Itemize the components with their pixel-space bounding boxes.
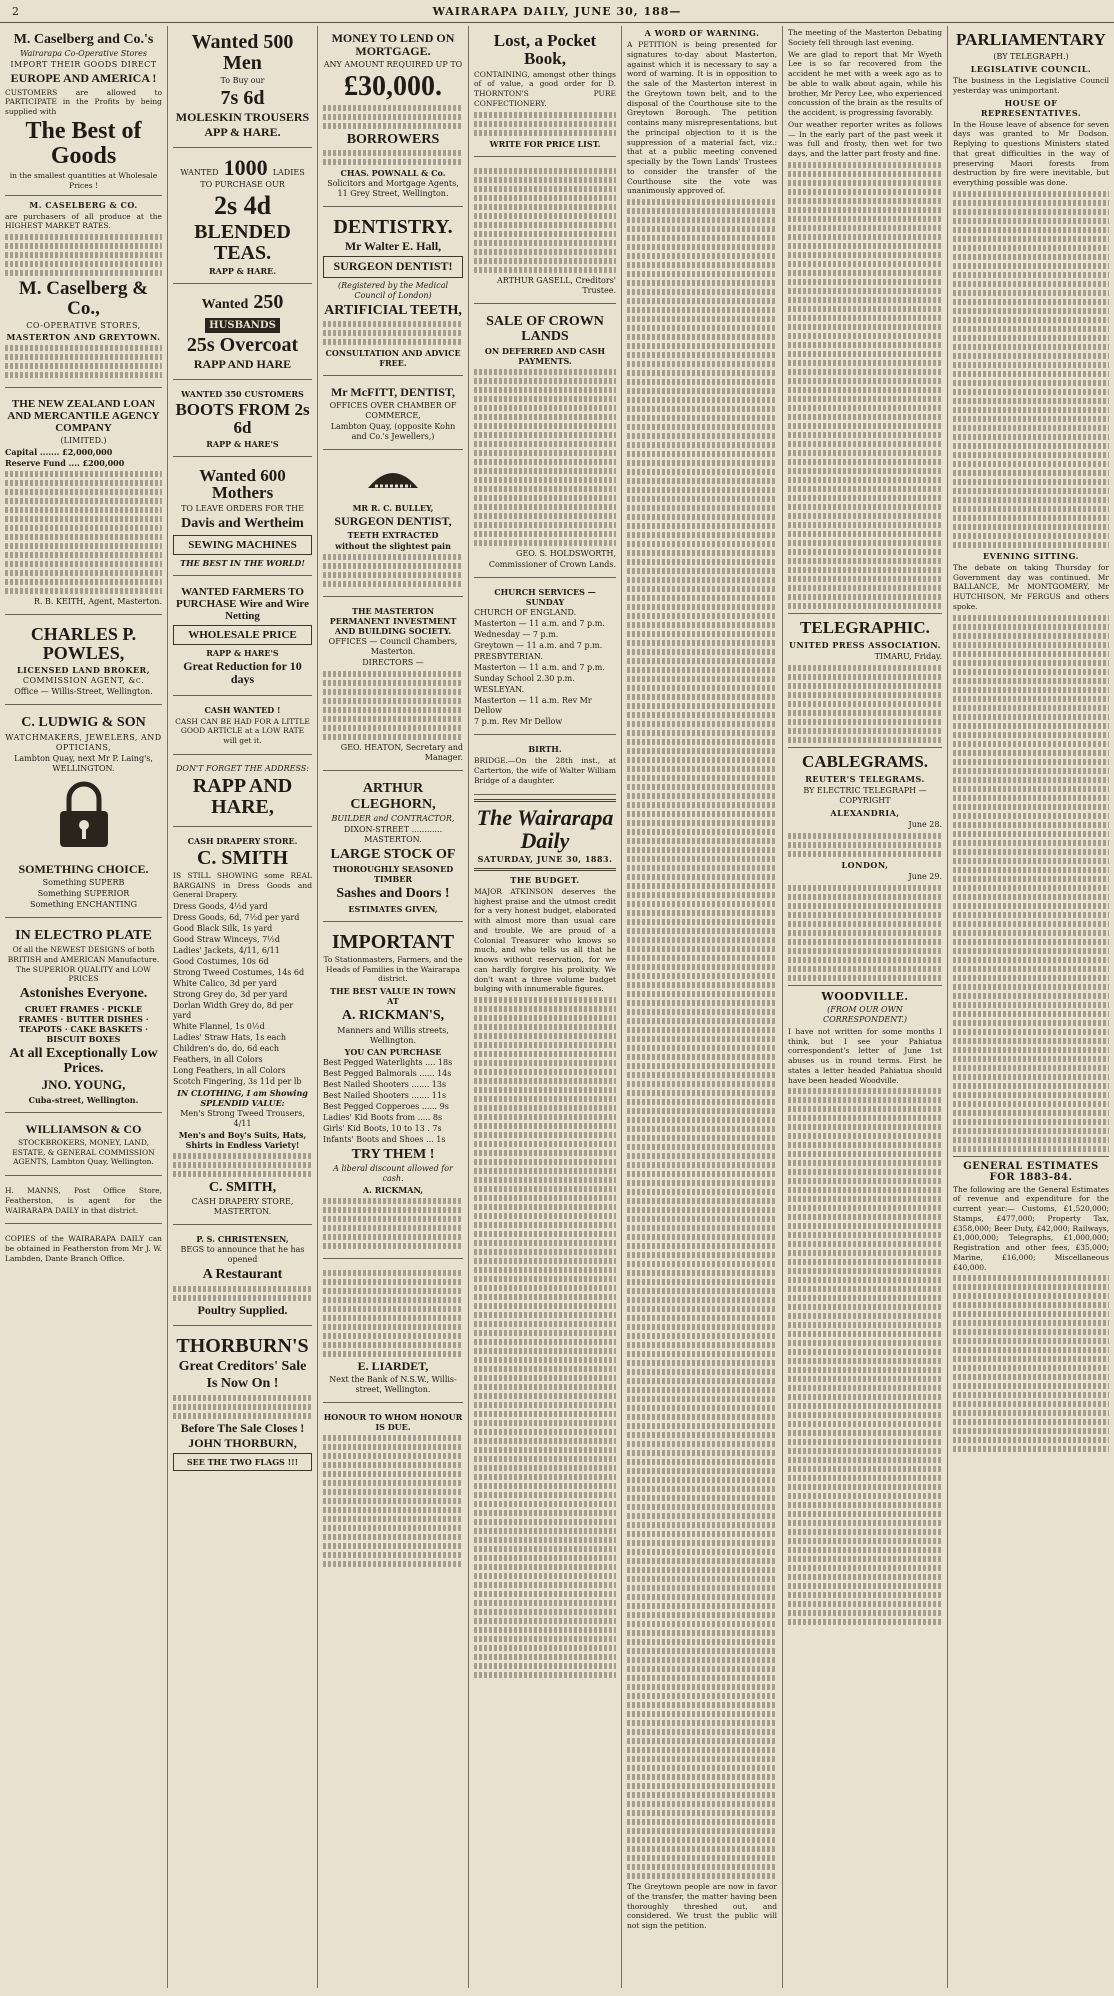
ad-line: LARGE STOCK OF	[330, 847, 456, 863]
ad-body: CASH CAN BE HAD FOR A LITTLE GOOD ARTICLE at a LOW RATE will get it.	[175, 716, 310, 746]
estimates-head: GENERAL ESTIMATES FOR 1883-84.	[963, 1160, 1099, 1183]
ad-title: M. CASELBERG & CO.	[29, 199, 138, 210]
lock-emblem-icon	[54, 781, 114, 851]
thorburn-ad	[173, 1330, 312, 1480]
ad-title: P. S. CHRISTENSEN,	[196, 1234, 289, 1245]
ad-address: Office — Willis-Street, Wellington.	[14, 687, 153, 697]
parliamentary-sub: (BY TELEGRAPH.)	[993, 52, 1069, 61]
price-list-item: Strong Grey do, 3d per yard	[173, 990, 288, 1000]
price-list-item: Dorlan Width Grey do, 8d per yard	[173, 1001, 294, 1021]
rapp-hare-overcoat-ad	[173, 288, 312, 380]
ad-tagline: SEE THE TWO FLAGS !!!	[173, 1453, 312, 1471]
ad-title: BIRTH.	[528, 744, 562, 755]
ad-address: CASH DRAPERY STORE, MASTERTON.	[191, 1197, 294, 1217]
service-item: 7 p.m. Rev Mr Dellow	[474, 717, 563, 727]
rapp-hare-wire-ad	[173, 580, 312, 696]
ad-title: CHARLES P. POWLES,	[30, 624, 137, 664]
ad-line: TO PURCHASE OUR	[200, 180, 285, 190]
ad-signature: A. RICKMAN,	[362, 1184, 424, 1195]
ad-line: A liberal discount allowed for cash.	[333, 1163, 453, 1183]
column-7	[948, 26, 1114, 1988]
bulley-ad	[323, 454, 463, 597]
ad-item: SEWING MACHINES	[173, 535, 312, 555]
ad-line: Men's and Boy's Suits, Hats, Shirts in Endless Variety!	[178, 1130, 307, 1151]
ad-who: Mr Walter E. Hall,	[344, 239, 442, 254]
ad-signature: GEO. HEATON, Secretary and Manager.	[340, 743, 463, 763]
ad-line: WHOLESALE PRICE	[173, 625, 312, 645]
estimates-body: The following are the General Estimates of revenue and expenditure for the current year:— Customs, £1,520,000; Stamps, £477,000; Property Tax, £358,000; Beer Duty, £42,000; Railways, £1,000,000; Telegraphs, £1,000,000; Registration and other fees, £35,000; Marine, £16,000; Miscellaneous £40,000.	[953, 1184, 1109, 1272]
ad-line: YOU CAN PURCHASE	[344, 1046, 442, 1057]
ad-title: CASH WANTED !	[204, 704, 281, 715]
creditors-notice	[474, 161, 616, 304]
ad-role: Commissioner of Crown Lands.	[488, 560, 616, 570]
column-3	[318, 26, 469, 1988]
article-body-end: The Greytown people are now in favor of the transfer, the matter having been thoroughly threshed out, and considered. We trust the public will not sign the petition.	[627, 1882, 777, 1930]
cable-date: June 29.	[908, 871, 942, 881]
ad-title: C. LUDWIG & SON	[21, 715, 146, 731]
mcfitt-ad	[323, 380, 463, 450]
ad-wanted: WANTED	[180, 168, 219, 178]
ad-item: A Restaurant	[202, 1267, 283, 1283]
ad-brand: Davis and Wertheim	[181, 516, 304, 532]
young-ad	[5, 922, 162, 1113]
ad-item: Sashes and Doors !	[336, 886, 450, 902]
ad-title: RAPP AND HARE,	[192, 774, 293, 818]
ad-title: C. SMITH	[196, 846, 289, 869]
column-2	[168, 26, 318, 1988]
ad-head: CASH DRAPERY STORE.	[187, 835, 298, 846]
ad-tagline: Great Reduction for 10 days	[183, 659, 302, 687]
ad-subtitle: OFFICES OVER CHAMBER OF COMMERCE,	[329, 401, 457, 421]
ad-title: WANTED FARMERS TO PURCHASE Wire and Wire Netting	[176, 585, 309, 622]
ad-body: Of all the NEWEST DESIGNS of both BRITISH and AMERICAN Manufacture. The SUPERIOR QUALITY and LOW PRICES	[7, 945, 160, 984]
ad-subtitle: LICENSED LAND BROKER,	[17, 665, 150, 676]
ad-line: CONSULTATION AND ADVICE FREE.	[325, 347, 461, 368]
ad-amount: £30,000.	[344, 71, 442, 103]
parliamentary-head: PARLIAMENTARY	[956, 30, 1106, 49]
service-item: Sunday School 2.30 p.m.	[474, 674, 575, 684]
price-list-item: Good Straw Winceys, 7½d	[173, 935, 281, 945]
denture-illustration-icon	[363, 458, 423, 498]
price-list-item: Ladies' Straw Hats, 1s each	[173, 1033, 287, 1043]
ad-title: ARTHUR CLEGHORN,	[350, 781, 436, 812]
ad-line: THOROUGHLY SEASONED TIMBER	[332, 864, 454, 885]
service-item: Masterton — 11 a.m. Rev Mr Dellow	[474, 696, 592, 716]
rapp-hare-boots-ad	[173, 384, 312, 457]
ad-body: To Stationmasters, Farmers, and the Heads of Families in the Wairarapa district.	[323, 954, 463, 984]
cablegrams-copyright: BY ELECTRIC TELEGRAPH — COPYRIGHT	[803, 785, 927, 805]
cable-date: June 28.	[908, 819, 942, 829]
ad-title: Mr McFITT, DENTIST,	[330, 384, 455, 399]
ad-body: CUSTOMERS are allowed to PARTICIPATE in the Profits by being supplied with	[5, 87, 162, 117]
ad-body: BEGS to announce that he has opened	[180, 1245, 305, 1265]
liardet-ad	[323, 1263, 463, 1403]
ad-address: DIXON-STREET ............ MASTERTON.	[343, 825, 443, 845]
ad-body: STOCKBROKERS, MONEY, LAND, ESTATE, & GENERAL COMMISSION AGENTS, Lambton Quay, Wellington.	[12, 1137, 155, 1167]
price-list-item: Good Costumes, 10s 6d	[173, 957, 269, 967]
price-list-item: White Calico, 3d per yard	[173, 979, 278, 989]
ad-line: (Registered by the Medical Council of London)	[337, 280, 449, 300]
ad-signature: JNO. YOUNG,	[41, 1077, 126, 1093]
ad-subtitle: SURGEON DENTIST,	[334, 514, 452, 529]
masthead	[0, 0, 1114, 23]
birth-notice	[474, 739, 616, 794]
money-lend-ad	[323, 26, 463, 207]
ad-item: ARTIFICIAL TEETH,	[324, 302, 462, 318]
ad-tagline: THE BEST IN THE WORLD!	[180, 557, 305, 568]
ad-capital: Capital ....... £2,000,000	[5, 447, 113, 458]
column-5	[622, 26, 783, 1988]
ad-line: TEETH EXTRACTED	[347, 530, 439, 541]
price-list-item: Best Pegged Copperoes ...... 9s	[323, 1101, 449, 1111]
ad-line: Something SUPERB	[42, 877, 125, 887]
ad-signature: RAPP & HARE'S	[206, 648, 279, 659]
ad-tagline: Astonishes Everyone.	[19, 986, 148, 1002]
price-list-item: Infants' Boots and Shoes ... 1s	[323, 1134, 446, 1144]
ad-body: BRIDGE.—On the 28th inst., at Carterton, the wife of Walter William Bridge of a daughter.	[474, 756, 616, 785]
ad-line: Something SUPERIOR	[37, 888, 130, 898]
ad-signature: JOHN THORBURN,	[188, 1436, 297, 1450]
service-item: PRESBYTERIAN.	[474, 652, 543, 662]
cablegrams-head: CABLEGRAMS.	[801, 751, 929, 771]
ad-title: MR R. C. BULLEY,	[352, 503, 434, 514]
price-list-item: Best Nailed Shooters ....... 11s	[323, 1090, 447, 1100]
section-title: THE BUDGET.	[510, 874, 580, 885]
ad-line: DIRECTORS —	[362, 658, 424, 668]
price-list-item: White Flannel, 1s 0½d	[173, 1022, 265, 1032]
smith-drapery-ad	[173, 831, 312, 1226]
ad-address: Manners and Willis streets, Wellington.	[337, 1025, 449, 1045]
ad-place: MASTERTON AND GREYTOWN.	[6, 332, 161, 343]
evening-body: The debate on taking Thursday for Government day was continued. Mr BALLANCE, Mr MONTGOMERY, Mr HUTCHISON, Mr FERGUS and others spoke.	[953, 562, 1109, 611]
woodville-body: I have not written for some months I think, but I see your Pahiatua correspondent's letter of June 1st abuses us in round terms. First he states a letter headed Pahiatua should have been headed Woodville.	[788, 1026, 942, 1085]
ad-title: WANTED 350 CUSTOMERS	[181, 388, 304, 399]
ad-body: CONTAINING, amongst other things of of value, a good order for D. THORNTON'S PURE CONFECTIONERY.	[474, 69, 616, 108]
telegraphic-sub: UNITED PRESS ASSOCIATION.	[789, 639, 941, 650]
price-list	[323, 1058, 463, 1145]
powles-ad	[5, 619, 162, 705]
ad-price: 2s 4d	[213, 191, 272, 221]
telegraphic-head: TELEGRAPHIC.	[800, 617, 930, 637]
ad-title: M. Caselberg & Co.,	[18, 278, 149, 320]
honour-ad	[323, 1407, 463, 1576]
ad-who: HUSBANDS	[205, 318, 280, 333]
ad-subtitle: TO LEAVE ORDERS FOR THE	[181, 504, 304, 514]
ad-line: Men's Strong Tweed Trousers, 4/11	[180, 1109, 305, 1129]
ad-number: 250	[253, 290, 284, 313]
rapp-hare-sewing-ad	[173, 461, 312, 576]
ad-line: Before The Sale Closes !	[180, 1420, 305, 1435]
ad-who: LADIES	[272, 168, 305, 178]
ad-subtitle: (LIMITED.)	[60, 436, 107, 446]
ad-signature: RAPP & HARE'S	[206, 438, 279, 449]
ad-signature: R. B. KEITH, Agent, Masterton.	[33, 597, 162, 607]
ad-subtitle: BUILDER and CONTRACTOR,	[331, 814, 455, 824]
price-list-item: Long Feathers, in all Colors	[173, 1066, 286, 1076]
ad-title: CHURCH SERVICES — SUNDAY	[494, 587, 596, 608]
ad-signature: C. SMITH,	[208, 1180, 277, 1196]
ad-shop: A. RICKMAN'S,	[341, 1008, 445, 1024]
price-list-item: Good Black Silk, 1s yard	[173, 924, 273, 934]
ad-signature: APP & HARE.	[204, 125, 281, 140]
ad-body: are purchasers of all produce at the HIGHEST MARKET RATES.	[5, 211, 162, 231]
price-list-item: Ladies' Jackets, 4/11, 6/11	[173, 946, 280, 956]
ad-signature: RAPP AND HARE	[193, 356, 292, 371]
price-list-item: Feathers, in all Colors	[173, 1055, 263, 1065]
ad-title: THE MASTERTON PERMANENT INVESTMENT AND BUILDING SOCIETY.	[329, 606, 457, 637]
house-head: HOUSE OF REPRESENTATIVES.	[980, 97, 1082, 118]
service-item: CHURCH OF ENGLAND.	[474, 608, 577, 618]
cable-city-london: LONDON,	[841, 859, 889, 870]
price-list-item: Best Nailed Shooters ....... 13s	[323, 1079, 447, 1089]
ad-subtitle: ANY AMOUNT REQUIRED UP TO	[323, 60, 463, 70]
ad-title: M. Caselberg and Co.'s	[13, 32, 154, 47]
price-list	[173, 902, 312, 1087]
ad-title: SALE OF CROWN LANDS	[486, 313, 604, 345]
price-list-item: Dress Goods, 4½d yard	[173, 902, 268, 912]
dentistry-ad	[323, 211, 463, 376]
ad-signature: GEO. S. HOLDSWORTH,	[516, 549, 616, 559]
price-list-item: Best Pegged Waterlights .... 18s	[323, 1057, 453, 1067]
ad-signature: RAPP & HARE.	[209, 265, 276, 276]
ad-item: BOOTS FROM 2s 6d	[175, 399, 310, 437]
ad-line: EUROPE AND AMERICA !	[10, 71, 157, 86]
services-list	[474, 608, 616, 727]
ad-line: WRITE FOR PRICE LIST.	[489, 138, 601, 149]
ad-body: in the smallest quantities at Wholesale Prices !	[9, 171, 158, 190]
ad-price: 25s Overcoat	[186, 333, 299, 356]
woodville-head: WOODVILLE.	[821, 989, 909, 1003]
ludwig-ad	[5, 709, 162, 918]
ad-number: 1000	[223, 155, 268, 181]
ad-line: ESTIMATES GIVEN,	[348, 903, 438, 914]
column-6	[783, 26, 948, 1988]
ad-title: E. LIARDET,	[357, 1358, 429, 1373]
telegraphic-place: TIMARU, Friday.	[874, 651, 942, 661]
column-1	[0, 26, 168, 1988]
ad-line: BORROWERS	[346, 131, 440, 147]
ad-address: Solicitors and Mortgage Agents, 11 Grey Street, Wellington.	[327, 179, 459, 199]
rickman-ad	[323, 926, 463, 1259]
rapp-hare-address-ad	[173, 759, 312, 827]
ad-body: IS STILL SHOWING some REAL BARGAINS in Dress Goods and General Drapery.	[173, 870, 312, 900]
ad-item: MOLESKIN TROUSERS	[175, 110, 310, 124]
crown-lands-ad	[474, 308, 616, 579]
ad-prices: At all Exceptionally Low Prices.	[9, 1045, 158, 1076]
ad-subtitle: ON DEFERRED AND CASH PAYMENTS.	[484, 346, 606, 367]
ad-title: IN ELECTRO PLATE	[15, 927, 152, 943]
church-services	[474, 582, 616, 735]
ad-signature: ARTHUR GASELL, Creditors' Trustee.	[497, 275, 616, 295]
ad-line: IN CLOTHING, I am Showing SPLENDID VALUE:	[177, 1088, 308, 1109]
ad-line: Is Now On !	[206, 1376, 279, 1392]
ad-title: Lost, a Pocket Book,	[493, 31, 597, 68]
council-body: The business in the Legislative Council yesterday was unimportant.	[953, 76, 1109, 95]
masthead-title: WAIRARAPA DAILY, JUNE 30, 188—	[432, 4, 682, 18]
house-body: In the House leave of absence for seven days was granted to Mr Dodson. Replying to questions Ministers stated that great difficulties in the way of preserving Maori forests from destruction by fire were inevitable, but everything possible was done.	[953, 119, 1109, 187]
ad-wanted: Wanted	[201, 296, 249, 312]
paper-title: The Wairarapa Daily	[476, 804, 614, 853]
caselberg-ad	[5, 26, 162, 388]
manns-ad	[5, 1180, 162, 1224]
page-number: 2	[12, 4, 19, 18]
ad-title: Wanted 600 Mothers	[199, 465, 286, 503]
williamson-ad	[5, 1117, 162, 1176]
weather-note: Our weather reporter writes as follows — In the early part of the past week it was full and frosty, then wet for two days, and the latter part frosty and fine.	[788, 119, 942, 158]
service-item: Masterton — 11 a.m. and 7 p.m.	[474, 619, 605, 629]
rapp-hare-teas-ad	[173, 152, 312, 283]
ad-price: 7s 6d	[220, 87, 265, 109]
ad-subtitle: CO-OPERATIVE STORES,	[26, 321, 141, 331]
column-4	[469, 26, 622, 1988]
price-list-item: Scotch Fingering, 3s 11d per lb	[173, 1077, 302, 1087]
ad-title: MONEY TO LEND ON MORTGAGE.	[331, 31, 455, 59]
building-society-ad	[323, 601, 463, 771]
copies-ad	[5, 1228, 162, 1271]
ad-line: To Buy our	[220, 76, 265, 85]
ad-address: Lambton Quay, (opposite Kohn and Co.'s Jewellers,)	[330, 422, 456, 442]
service-item: Wednesday — 7 p.m.	[474, 630, 559, 640]
ad-line: without the slightest pain	[335, 541, 451, 552]
cable-city-alexandria: ALEXANDRIA,	[830, 807, 900, 818]
debating-note: The meeting of the Masterton Debating Society fell through last evening.	[788, 28, 942, 47]
council-head: LEGISLATIVE COUNCIL.	[970, 64, 1092, 74]
ad-items: CRUET FRAMES · PICKLE FRAMES · BUTTER DISHES · TEAPOTS · CAKE BASKETS · BISCUIT BOXES	[18, 1003, 149, 1044]
ad-line: DON'T FORGET THE ADDRESS:	[176, 763, 309, 773]
ad-item: BLENDED TEAS.	[194, 220, 291, 264]
ad-title: SOMETHING CHOICE.	[18, 861, 149, 876]
ad-signature: CHAS. POWNALL & Co.	[340, 168, 446, 179]
ad-subtitle: Wairarapa Co-Operative Stores	[20, 49, 147, 59]
ad-tagline: Poultry Supplied.	[197, 1302, 288, 1317]
ad-subtitle: Great Creditors' Sale	[178, 1359, 307, 1375]
service-item: Masterton — 11 a.m. and 7 p.m.	[474, 663, 605, 673]
price-list-item: Children's do, do, 6d each	[173, 1044, 280, 1054]
ad-tagline: TRY THEM !	[351, 1146, 435, 1162]
ad-slogan: The Best of Goods	[25, 117, 142, 170]
accident-note: We are glad to report that Mr Wyeth Lee is so far recovered from the accident he met with a week ago as to be able to walk about again, while his brother, Mr Percy Lee, who experienced concussion of the brain as the results of the accident, is progressing favorably.	[788, 49, 942, 117]
article-title: A WORD OF WARNING.	[644, 28, 760, 38]
cablegrams-sub: REUTER'S TELEGRAMS.	[805, 773, 925, 784]
ad-address: Lambton Quay, next Mr P. Laing's, WELLINGTON.	[14, 753, 153, 773]
rapp-hare-trousers-ad	[173, 26, 312, 148]
ad-body: COPIES of the WAIRARAPA DAILY can be obtained in Featherston from Mr J. W. Lambden, Dante Branch Office.	[5, 1234, 162, 1263]
ad-line: THE BEST VALUE IN TOWN AT	[330, 986, 456, 1007]
ad-subtitle: COMMISSION AGENT, &c.	[22, 676, 145, 686]
evening-head: EVENING SITTING.	[983, 550, 1079, 561]
ad-title: DENTISTRY.	[333, 216, 453, 239]
ad-line: IMPORT THEIR GOODS DIRECT	[10, 60, 157, 70]
ad-address: Cuba-street, Wellington.	[28, 1094, 139, 1105]
loan-agency-ad	[5, 392, 162, 615]
price-list-item: Dress Goods, 6d, 7½d per yard	[173, 913, 300, 923]
ad-address: Next the Bank of N.S.W., Willis-street, Wellington.	[329, 1375, 457, 1395]
cash-wanted-ad	[173, 700, 312, 755]
lost-pocket-book-ad	[474, 26, 616, 157]
price-list-item: Strong Tweed Costumes, 14s 6d	[173, 968, 305, 978]
ad-title: HONOUR TO WHOM HONOUR IS DUE.	[323, 1412, 463, 1433]
price-list-item: Girls' Kid Boots, 10 to 13 . 7s	[323, 1123, 442, 1133]
ad-title: THORBURN'S	[176, 1335, 309, 1358]
service-item: Greytown — 11 a.m. and 7 p.m.	[474, 641, 603, 651]
ad-role: SURGEON DENTIST!	[323, 256, 463, 277]
christensen-ad	[173, 1229, 312, 1326]
ad-body: H. MANNS, Post Office Store, Featherston, is agent for the WAIRARAPA DAILY in that district.	[5, 1186, 162, 1215]
ad-title: WILLIAMSON & CO	[25, 1121, 142, 1136]
ad-reserve: Reserve Fund .... £200,000	[5, 458, 125, 469]
ad-line: OFFICES — Council Chambers, Masterton.	[328, 637, 458, 657]
ad-subtitle: WATCHMAKERS, JEWELERS, AND OPTICIANS,	[5, 732, 162, 752]
woodville-sub: (FROM OUR OWN CORRESPONDENT.)	[822, 1004, 908, 1024]
cleghorn-ad	[323, 775, 463, 922]
paper-date: SATURDAY, JUNE 30, 1883.	[477, 853, 613, 864]
price-list-item: Best Pegged Balmorals ...... 14s	[323, 1068, 452, 1078]
ad-title: IMPORTANT	[331, 930, 455, 953]
ad-title: THE NEW ZEALAND LOAN AND MERCANTILE AGENCY COMPANY	[7, 398, 160, 435]
section-body: MAJOR ATKINSON deserves the highest praise and the utmost credit for a very honest budget, elaborated with almost more than usual care and trouble. We are proud of a Colonial Treasurer who knows so much, and who tells us all that he knows without reservation, for we can hardly forgive his prolixity. We don't want a three volume budget bulging with innumerable figures.	[474, 886, 616, 994]
ad-line: Something ENCHANTING	[30, 899, 137, 909]
service-item: WESLEYAN.	[474, 685, 525, 695]
article-body: A PETITION is being presented for signatures to-day about Masterton, against which it is necessary to say a word of warning. It is in opposition to the sale of the Masterton interest in the Greytown town belt, and to the disposal of the Courthouse site to the Greytown Borough. The petition contains many misrepresentations, but the principal objection to it is the suppression of a material fact, viz.: that at a public meeting convened specially by the Town Lands' Trustees to consider the transfer of the Courthouse site the vote was unanimously approved of.	[627, 40, 777, 196]
price-list-item: Ladies' Kid Boots from ..... 8s	[323, 1112, 443, 1122]
ad-title: Wanted 500 Men	[191, 31, 294, 74]
